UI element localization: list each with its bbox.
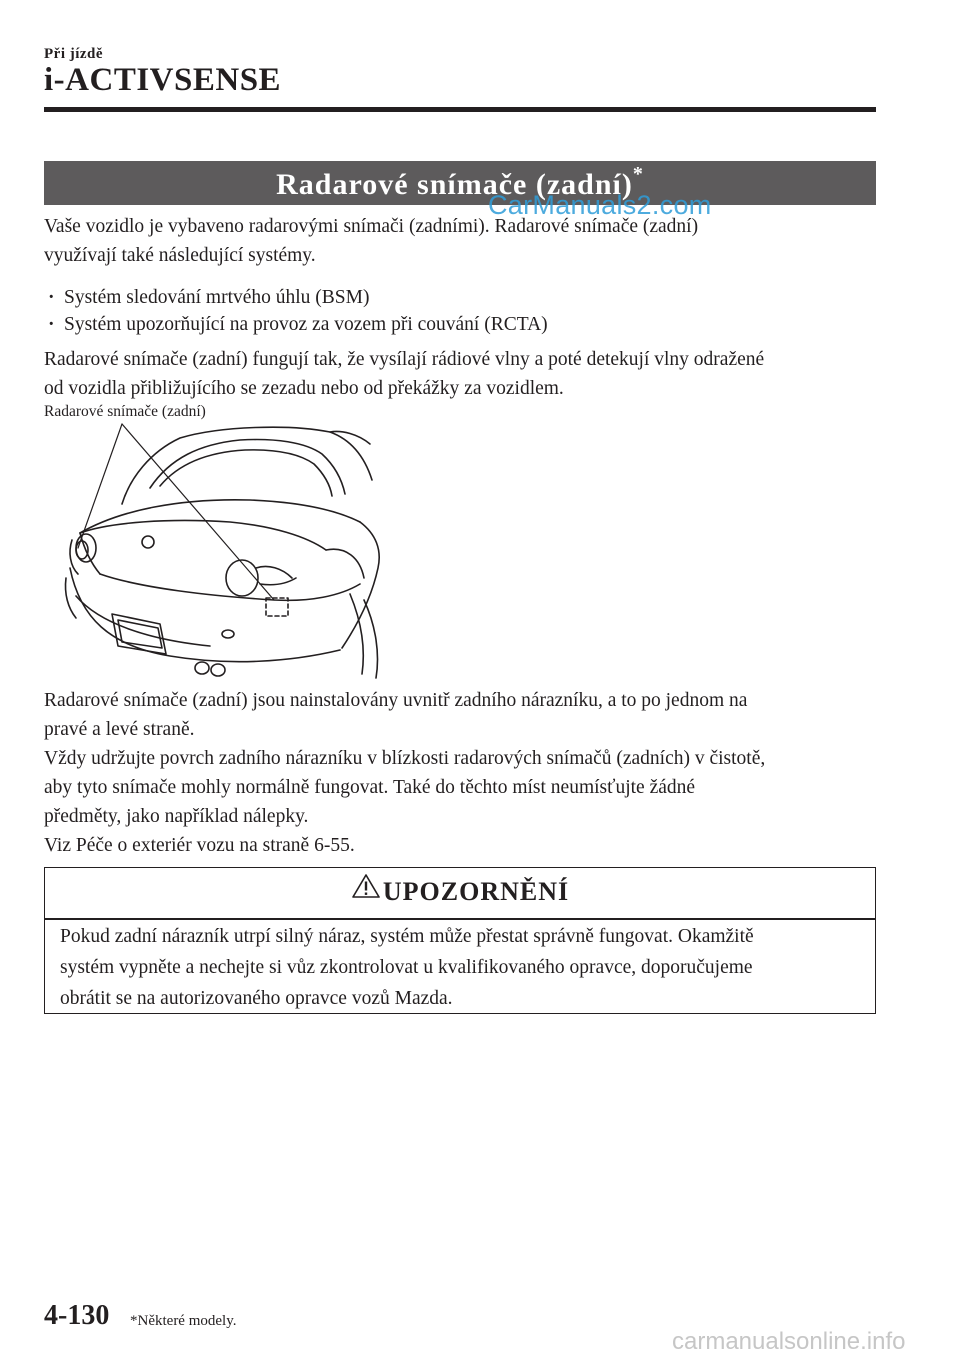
figure-label: Radarové snímače (zadní) [44,403,206,420]
list-item [48,310,548,339]
description-paragraph [44,345,876,403]
caution-line: obrátit se na autorizovaného opravce vozů Mazda. [60,988,453,1009]
caution-line: Pokud zadní nárazník utrpí silný náraz, systém může přestat správně fungovat. Okamžitě [60,926,754,947]
rear-car-illustration [60,418,390,688]
list-item [48,283,370,312]
footer-site-watermark: carmanualsonline.info [672,1328,906,1355]
intro-line: Vaše vozidlo je vybaveno radarovými snímači (zadními). Radarové snímače (zadní) [44,216,699,237]
page-number: 4-130 [44,1300,110,1331]
description-line: Radarové snímače (zadní) fungují tak, že vysílají rádiové vlny a poté detekují vlny odražené [44,349,765,370]
body-line: Viz Péče o exteriér vozu na straně 6-55. [44,835,355,856]
section-title-mark: * [632,163,644,185]
warning-triangle-icon [351,866,381,916]
footnote: *Některé modely. [130,1313,237,1329]
watermark: CarManuals2.com [488,190,712,220]
bullet-text: Systém sledování mrtvého úhlu (BSM) [64,287,370,308]
bullet-text: Systém upozorňující na provoz za vozem při couvání (RCTA) [64,314,548,335]
section-title [44,161,876,205]
caution-line: systém vypněte a nechejte si vůz zkontrolovat u kvalifikovaného opravce, doporučujeme [60,957,753,978]
body-line: předměty, jako například nálepky. [44,806,309,827]
body-paragraph [44,686,876,860]
body-line: aby tyto snímače mohly normálně fungovat. Také do těchto míst neumísťujte žádné [44,777,696,798]
description-line: od vozidla přibližujícího se zezadu nebo od překážky za vozidlem. [44,378,564,399]
chapter-title: i-ACTIVSENSE [44,62,282,98]
header-rule [44,107,876,112]
intro-paragraph [44,212,876,270]
body-line: Radarové snímače (zadní) jsou nainstalovány uvnitř zadního nárazníku, a to po jednom na [44,690,748,711]
caution-title [44,867,876,919]
section-title-text: Radarové snímače (zadní) [276,168,633,201]
caution-text [60,921,860,1014]
bullet-marker: · [48,314,55,335]
caution-title-text: UPOZORNĚNÍ [382,877,570,906]
body-line: Vždy udržujte povrch zadního nárazníku v blízkosti radarových snímačů (zadních) v čistotě, [44,748,766,769]
body-line: pravé a levé straně. [44,719,195,740]
caution-header [44,867,876,921]
intro-line: využívají také následující systémy. [44,245,316,266]
caution-divider [44,918,876,920]
breadcrumb: Při jízdě [44,46,104,62]
bullet-marker: · [48,287,55,308]
